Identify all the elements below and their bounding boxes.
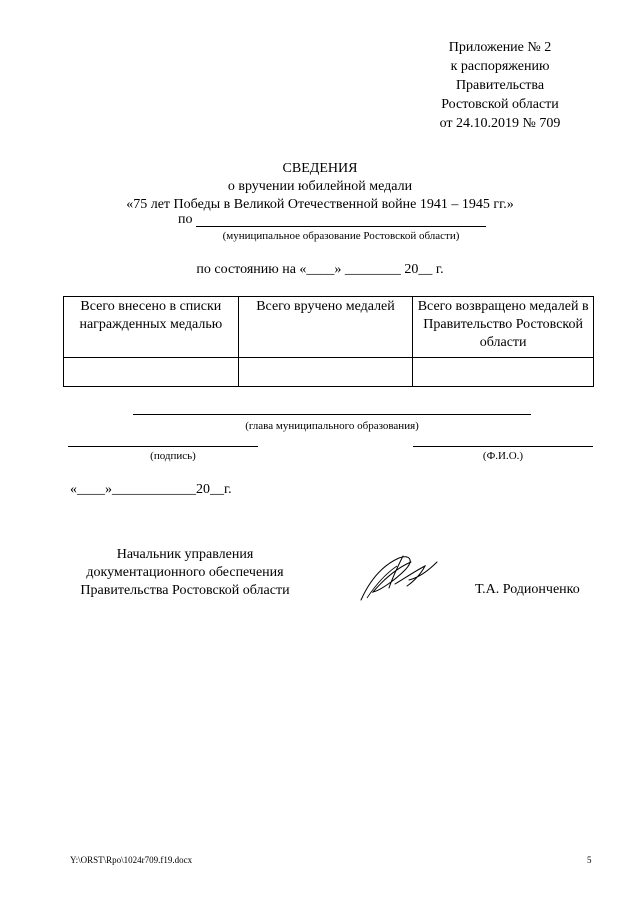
head-caption: (глава муниципального образования) [245,420,419,432]
signoff-line: документационного обеспечения [86,565,284,580]
medal-table [63,296,594,387]
table-cell [64,358,239,387]
signoff-line: Начальник управления [116,547,254,562]
file-path: Y:\ORST\Rpo\1024r709.f19.docx [70,855,193,865]
table-cell [238,358,413,387]
document-title [40,160,600,214]
appendix-line: Ростовской области [441,97,559,112]
appendix-line: от 24.10.2019 № 709 [439,116,561,131]
signature-fill-line [68,446,258,447]
title-line: «75 лет Победы в Великой Отечественной войне 1941 – 1945 гг.» [126,197,514,212]
status-date-line: по состоянию на «____» ________ 20__ г. [196,262,444,277]
table-header-cell: Всего возвращено медалей в Правительство Ростовской области [413,297,594,358]
title-heading: СВЕДЕНИЯ [282,161,358,176]
signoff-line: Правительства Ростовской области [80,583,290,598]
signoff-position [60,546,310,600]
table-header-cell: Всего вручено медалей [238,297,413,358]
table-cell [413,358,594,387]
fio-fill-line [413,446,593,447]
date-fill-line: «____»____________20__г. [70,482,232,497]
table-row [64,358,594,387]
municipality-caption: (муниципальное образование Ростовской области) [222,230,460,242]
po-label: по [178,212,193,227]
signature-caption: (подпись) [150,450,196,462]
table-header-cell: Всего внесено в списки награжденных медалью [64,297,239,358]
appendix-line: Правительства [455,78,545,93]
fio-caption: (Ф.И.О.) [482,450,524,462]
appendix-line: к распоряжению [450,59,550,74]
appendix-block [410,38,590,133]
table-header-row [64,297,594,358]
appendix-line: Приложение № 2 [448,40,552,55]
signer-name: Т.А. Родионченко [475,582,580,597]
title-line: о вручении юбилейной медали [227,179,413,194]
page-number: 5 [587,855,592,865]
municipality-fill-line [196,226,486,227]
head-fill-line [133,414,531,415]
handwritten-signature [355,548,445,608]
